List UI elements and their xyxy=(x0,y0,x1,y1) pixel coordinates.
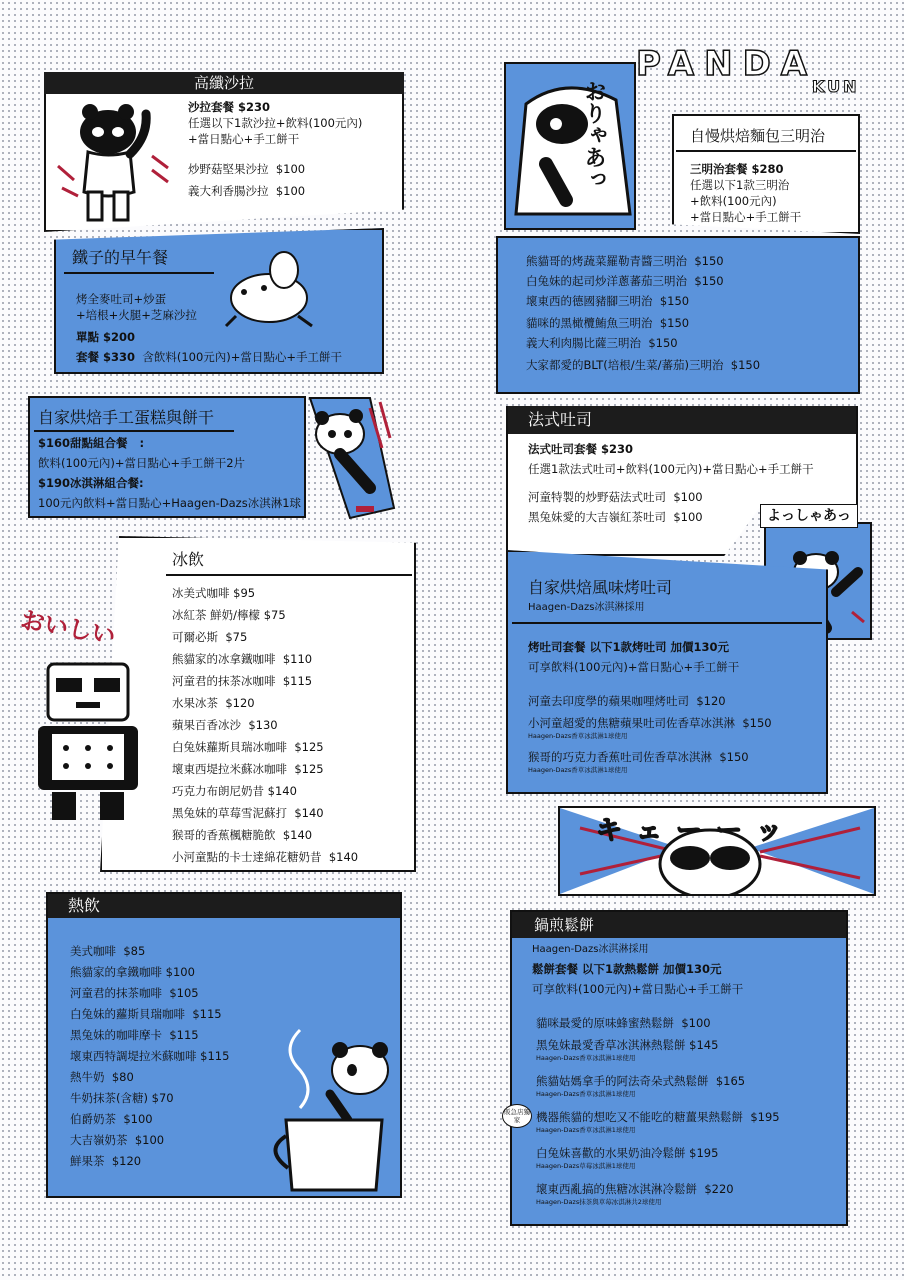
hot-item xyxy=(70,1007,222,1022)
toast-subtitle: Haagen-Dazs冰淇淋採用 xyxy=(528,602,645,613)
french-item xyxy=(528,510,703,525)
pancake-item-name: 熊貓姑媽拿手的阿法奇朵式熱鬆餅 xyxy=(536,1074,709,1088)
salad-header-text: 高纖沙拉 xyxy=(193,74,254,92)
cold-item-price: $125 xyxy=(294,762,324,776)
hot-item-price: $85 xyxy=(123,944,146,958)
sandwich-item xyxy=(526,274,724,289)
cold-item-price: $140 xyxy=(282,828,313,842)
cold-item-name: 冰紅茶 鮮奶/檸檬 xyxy=(172,608,261,622)
sandwich-set-title: 三明治套餐 $280 xyxy=(690,162,784,176)
toast-item-note: Haagen-Dazs香草冰淇淋1球使用 xyxy=(528,766,628,774)
hot-item-name: 熊貓家的拿鐵咖啡 xyxy=(70,965,162,979)
panda-logo-sub: KUN xyxy=(812,77,860,96)
pancake-item-price: $165 xyxy=(715,1074,746,1088)
cold-item-name: 水果冰茶 xyxy=(172,696,218,710)
salad-set-desc2: +當日點心+手工餅干 xyxy=(188,132,300,146)
cold-item xyxy=(172,674,312,689)
hot-item xyxy=(70,1070,134,1085)
sheep-illustration xyxy=(214,246,324,332)
hot-item-price: $115 xyxy=(192,1007,222,1021)
pancake-item xyxy=(536,1074,745,1089)
hot-item xyxy=(70,1028,199,1043)
pancake-item-note: Haagen-Dazs香草冰淇淋1球使用 xyxy=(536,1090,636,1098)
cold-item-price: $110 xyxy=(282,652,313,666)
sandwich-title: 自慢烘焙麵包三明治 xyxy=(690,127,826,145)
cake-combo1-colon: : xyxy=(139,436,145,450)
french-item-name: 河童特製的炒野菇法式吐司 xyxy=(528,490,666,504)
pancake-item-name: 壞東西亂搞的焦糖冰淇淋冷鬆餅 xyxy=(536,1182,697,1196)
hot-item-price: $100 xyxy=(165,965,195,979)
salad-set-title: 沙拉套餐 $230 xyxy=(188,100,271,114)
cold-item-price: $140 xyxy=(267,784,297,798)
brunch-set-desc: 含飲料(100元內)+當日點心+手工餅干 xyxy=(142,350,343,364)
toast-item-name: 河童去印度學的蘋果咖哩烤吐司 xyxy=(528,694,689,708)
oishii-sfx: おいしい xyxy=(18,605,118,651)
salad-header xyxy=(44,72,404,94)
toast-set-desc: 可享飲料(100元內)+當日點心+手工餅干 xyxy=(528,660,740,674)
cold-item xyxy=(172,828,312,843)
panda-coffee-cup-illustration xyxy=(270,1010,402,1196)
hot-item-name: 美式咖啡 xyxy=(70,944,116,958)
french-set-desc: 任選1款法式吐司+飲料(100元內)+當日點心+手工餅干 xyxy=(528,462,814,476)
french-item-price: $100 xyxy=(673,490,703,504)
hot-item-price: $80 xyxy=(111,1070,134,1084)
hot-item-price: $120 xyxy=(111,1154,142,1168)
cold-item xyxy=(172,850,358,865)
hot-item-price: $115 xyxy=(169,1028,199,1042)
panda-logo: PANDA xyxy=(636,44,818,84)
pancake-header-text: 鍋煎鬆餅 xyxy=(534,916,595,934)
pancake-item-price: $100 xyxy=(681,1016,711,1030)
cold-item xyxy=(172,630,247,645)
pancake-header xyxy=(512,912,846,938)
salad-item-price: $100 xyxy=(275,162,306,176)
cold-item-price: $115 xyxy=(282,674,313,688)
hot-item-name: 白兔妹的蘿斯貝瑞咖啡 xyxy=(70,1007,185,1021)
salad-item-name: 義大利香腸沙拉 xyxy=(188,184,269,198)
cold-title-rule xyxy=(166,574,412,576)
hot-item xyxy=(70,1112,153,1127)
cold-item xyxy=(172,718,278,733)
cake-combo1-desc: 飲料(100元內)+當日點心+手工餅干2片 xyxy=(38,456,246,470)
cold-item-name: 冰美式咖啡 xyxy=(172,586,230,600)
pancake-item-price: $195 xyxy=(689,1146,719,1160)
cold-item xyxy=(172,762,324,777)
cake-combo1-title: $160甜點組合餐 xyxy=(38,436,128,450)
french-header xyxy=(508,406,856,434)
pancake-item xyxy=(536,1146,718,1161)
cold-item-price: $140 xyxy=(328,850,359,864)
panda-face-illustration xyxy=(506,64,634,228)
kie-sfx: キェーーッ xyxy=(596,816,797,846)
salad-item-price: $100 xyxy=(275,184,306,198)
sandwich-item-price: $150 xyxy=(659,316,690,330)
pancake-item-note: Haagen-Dazs香草冰淇淋1球使用 xyxy=(536,1054,636,1062)
pancake-item-note: Haagen-Dazs草莓冰淇淋1球使用 xyxy=(536,1162,636,1170)
hot-item-name: 熱牛奶 xyxy=(70,1070,105,1084)
hot-item-name: 牛奶抹茶(含糖) xyxy=(70,1091,148,1105)
robot-panda-illustration xyxy=(30,656,146,826)
pancake-item xyxy=(536,1182,734,1197)
toast-item-name: 猴哥的巧克力香蕉吐司佐香草冰淇淋 xyxy=(528,750,712,764)
ori-sfx: おりゃあっ xyxy=(581,80,606,190)
sandwich-item xyxy=(526,336,678,351)
hot-item xyxy=(70,965,195,980)
toast-item-price: $150 xyxy=(742,716,772,730)
pancake-item xyxy=(536,1110,780,1125)
salad-item xyxy=(188,184,305,199)
cake-title-rule xyxy=(34,430,234,432)
pancake-item xyxy=(536,1038,718,1053)
toast-item xyxy=(528,716,772,731)
sandwich-item-name: 壞東西的德國豬腳三明治 xyxy=(526,294,653,308)
pancake-panel xyxy=(510,910,848,1226)
cake-title: 自家烘焙手工蛋糕與餅干 xyxy=(38,408,215,427)
sandwich-item-price: $150 xyxy=(659,294,690,308)
hot-item-name: 鮮果茶 xyxy=(70,1154,105,1168)
toast-item xyxy=(528,750,749,765)
brunch-set-label: 套餐 $330 xyxy=(76,350,136,364)
cold-item xyxy=(172,608,286,623)
cold-item xyxy=(172,740,324,755)
sandwich-item xyxy=(526,294,689,309)
salad-set-desc1: 任選以下1款沙拉+飲料(100元內) xyxy=(188,116,363,130)
hot-item-price: $100 xyxy=(134,1133,165,1147)
hot-item-name: 黑兔妹的咖啡摩卡 xyxy=(70,1028,162,1042)
sandwich-item-price: $150 xyxy=(694,274,724,288)
pancake-item-price: $220 xyxy=(704,1182,734,1196)
cold-item-name: 小河童點的卡士達綿花糖奶昔 xyxy=(172,850,322,864)
cold-item-price: $95 xyxy=(233,586,256,600)
sandwich-set-desc3: +當日點心+手工餅干 xyxy=(690,210,802,224)
sandwich-item-name: 大家都愛的BLT(培根/生菜/蕃茄)三明治 xyxy=(526,358,724,372)
hot-item xyxy=(70,1049,229,1064)
pancake-subtitle: Haagen-Dazs冰淇淋採用 xyxy=(532,944,649,955)
hot-item xyxy=(70,1133,164,1148)
cold-item-name: 熊貓家的冰拿鐵咖啡 xyxy=(172,652,276,666)
hot-item-price: $70 xyxy=(151,1091,174,1105)
pancake-item-note: Haagen-Dazs香草冰淇淋1球使用 xyxy=(536,1126,636,1134)
salad-item-name: 炒野菇堅果沙拉 xyxy=(188,162,269,176)
sandwich-item-name: 貓咪的黑橄欖鮪魚三明治 xyxy=(526,316,653,330)
shop-exclusive-badge: 販急店獨家 xyxy=(502,1104,532,1128)
cold-item xyxy=(172,586,255,601)
sandwich-item-name: 義大利肉腸比薩三明治 xyxy=(526,336,641,350)
sandwich-item-price: $150 xyxy=(648,336,678,350)
pancake-item-name: 白兔妹喜歡的水果奶油冷鬆餅 xyxy=(536,1146,686,1160)
cold-item xyxy=(172,696,255,711)
cold-item xyxy=(172,806,324,821)
brunch-line1: 烤全麥吐司+炒蛋 xyxy=(76,292,167,306)
cold-item-price: $140 xyxy=(294,806,324,820)
cake-combo1 xyxy=(38,436,144,451)
salad-item xyxy=(188,162,305,177)
cold-item-name: 黑兔妹的草莓雪泥蘇打 xyxy=(172,806,287,820)
hot-item xyxy=(70,986,199,1001)
hot-item-price: $100 xyxy=(123,1112,153,1126)
sandwich-item xyxy=(526,316,689,331)
hot-item xyxy=(70,1091,174,1106)
cake-combo2-desc: 100元內飲料+當日點心+Haagen-Dazs冰淇淋1球 xyxy=(38,496,302,510)
toast-item-price: $120 xyxy=(696,694,726,708)
toast-item xyxy=(528,694,726,709)
hot-item-name: 大吉嶺奶茶 xyxy=(70,1133,128,1147)
cold-item-price: $120 xyxy=(225,696,255,710)
sandwich-item-name: 白兔妹的起司炒洋蔥蕃茄三明治 xyxy=(526,274,687,288)
pancake-item-name: 機器熊貓的想吃又不能吃的糖薑果熱鬆餅 xyxy=(536,1110,743,1124)
jumping-panda-illustration xyxy=(300,388,396,528)
pancake-item-name: 黑兔妹最愛香草冰淇淋熱鬆餅 xyxy=(536,1038,686,1052)
brunch-line2: +培根+火腿+芝麻沙拉 xyxy=(76,308,197,322)
cold-item-name: 蘋果百香冰沙 xyxy=(172,718,241,732)
french-item-name: 黑兔妹愛的大吉嶺紅茶吐司 xyxy=(528,510,666,524)
toast-item-note: Haagen-Dazs香草冰淇淋1球使用 xyxy=(528,732,628,740)
pancake-set-title: 鬆餅套餐 以下1款熱鬆餅 加價130元 xyxy=(532,962,722,976)
cold-item-name: 巧克力布朗尼奶昔 xyxy=(172,784,264,798)
cold-item-name: 猴哥的香蕉楓糖脆飲 xyxy=(172,828,276,842)
french-item xyxy=(528,490,703,505)
waving-panda-illustration xyxy=(48,96,178,226)
cold-item xyxy=(172,652,312,667)
brunch-title-rule xyxy=(64,272,214,274)
cold-item-price: $75 xyxy=(263,608,286,622)
toast-item-name: 小河童超愛的焦糖蘋果吐司佐香草冰淇淋 xyxy=(528,716,735,730)
cold-item-name: 可爾必斯 xyxy=(172,630,218,644)
hot-item-name: 伯爵奶茶 xyxy=(70,1112,116,1126)
french-header-text: 法式吐司 xyxy=(528,410,593,429)
pancake-item-name: 貓咪最愛的原味蜂蜜熱鬆餅 xyxy=(536,1016,674,1030)
pancake-item-note: Haagen-Dazs抹茶與草莓冰淇淋共2球使用 xyxy=(536,1198,662,1206)
cold-item-price: $125 xyxy=(294,740,324,754)
pancake-item-price: $145 xyxy=(689,1038,719,1052)
cold-item xyxy=(172,784,297,799)
cold-item-name: 壞東西堤拉米蘇冰咖啡 xyxy=(172,762,287,776)
cake-combo2-title: $190冰淇淋組合餐: xyxy=(38,476,144,490)
yoshi-sfx: よっしゃあっ xyxy=(760,504,858,528)
cold-title: 冰飲 xyxy=(172,550,205,569)
pancake-item-price: $195 xyxy=(750,1110,780,1124)
toast-item-price: $150 xyxy=(719,750,749,764)
hot-header-text: 熱飲 xyxy=(68,896,101,915)
sandwich-item xyxy=(526,358,760,373)
cold-item-name: 河童君的抹茶冰咖啡 xyxy=(172,674,276,688)
pancake-item xyxy=(536,1016,711,1031)
cold-panel xyxy=(100,536,416,872)
toast-title: 自家烘焙風味烤吐司 xyxy=(528,578,673,597)
sandwich-item-price: $150 xyxy=(694,254,724,268)
sandwich-set-desc2: +飲料(100元內) xyxy=(690,194,777,208)
brunch-single: 單點 $200 xyxy=(76,330,136,344)
brunch-set xyxy=(76,350,342,365)
french-item-price: $100 xyxy=(673,510,703,524)
pancake-set-desc: 可享飲料(100元內)+當日點心+手工餅干 xyxy=(532,982,744,996)
cold-item-price: $75 xyxy=(225,630,248,644)
hot-item-name: 壞東西特調堤拉米蘇咖啡 xyxy=(70,1049,197,1063)
sandwich-item-price: $150 xyxy=(730,358,761,372)
cold-item-price: $130 xyxy=(248,718,278,732)
hot-item-name: 河童君的抹茶咖啡 xyxy=(70,986,162,1000)
hot-item xyxy=(70,944,145,959)
sandwich-item-name: 熊貓哥的烤蔬菜羅勒青醬三明治 xyxy=(526,254,687,268)
french-set-title: 法式吐司套餐 $230 xyxy=(528,442,634,456)
cold-item-name: 白兔妹蘿斯貝瑞冰咖啡 xyxy=(172,740,287,754)
hot-item xyxy=(70,1154,141,1169)
toast-set-title: 烤吐司套餐 以下1款烤吐司 加價130元 xyxy=(528,640,730,654)
brunch-title: 鐵子的早午餐 xyxy=(72,248,169,267)
sandwich-title-rule xyxy=(676,150,856,152)
hot-header xyxy=(48,894,400,918)
hot-item-price: $105 xyxy=(169,986,199,1000)
hot-item-price: $115 xyxy=(200,1049,230,1063)
sandwich-set-desc1: 任選以下1款三明治 xyxy=(690,178,790,192)
sandwich-item xyxy=(526,254,724,269)
toast-title-rule xyxy=(512,622,822,624)
